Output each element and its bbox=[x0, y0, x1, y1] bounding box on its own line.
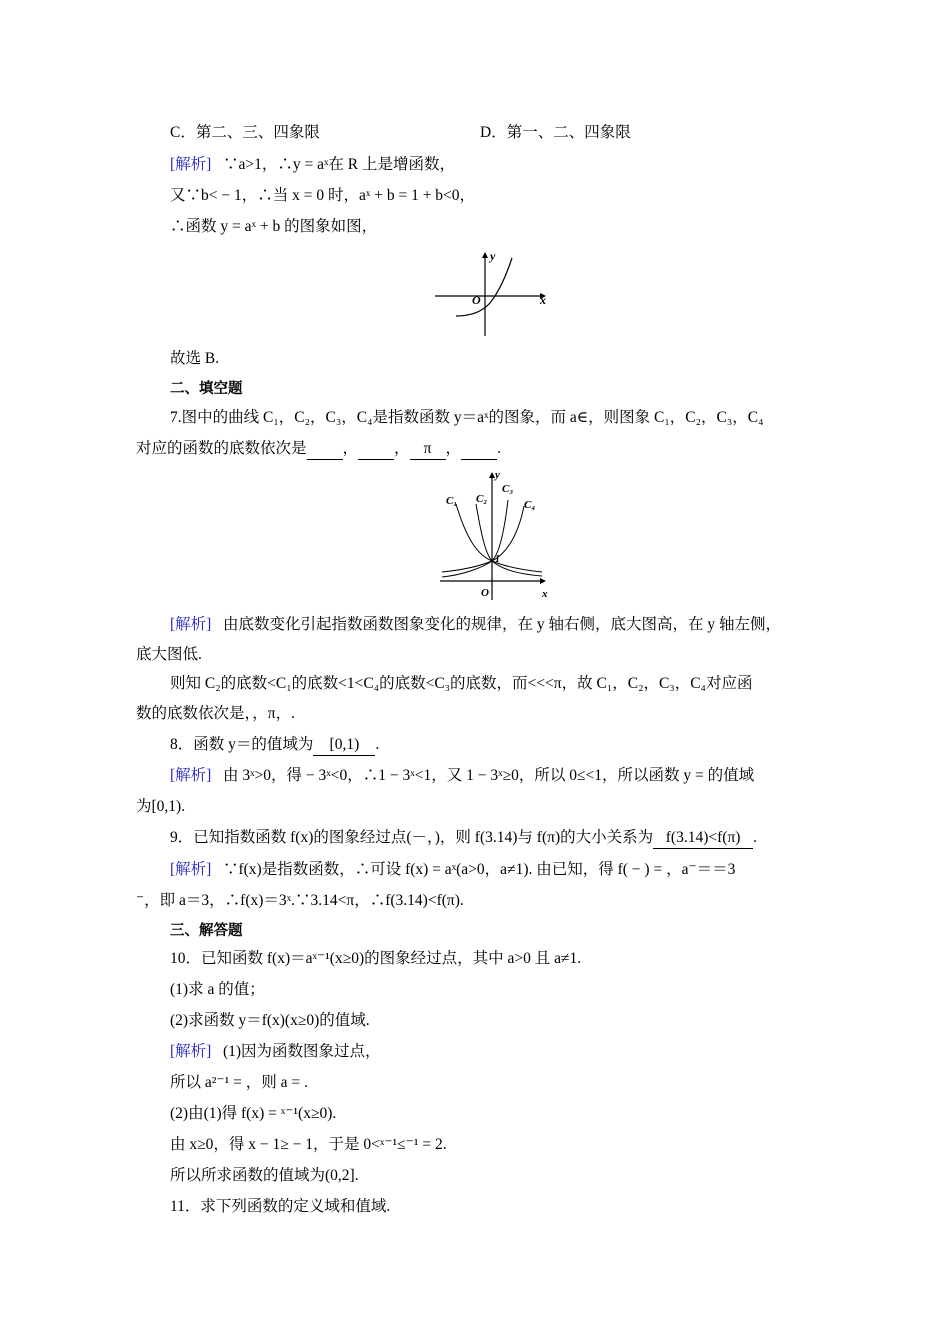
question-8-text: 8．函数 y＝的值域为 bbox=[170, 736, 314, 753]
question-9-answer: f(3.14)<f(π) bbox=[653, 828, 753, 849]
fig2-one-label: 1 bbox=[495, 554, 500, 565]
question-7-line-2: 对应的函数的底数依次是 ， ， π ， . bbox=[136, 439, 501, 460]
solution-10-line-1 bbox=[170, 1042, 381, 1062]
solution-6-line-2: 又∵b< − 1，∴当 x = 0 时，aˣ + b = 1 + b<0， bbox=[170, 187, 476, 204]
solution-8-text-1: 由 3ˣ>0，得 − 3ˣ<0，∴1 − 3ˣ<1，又 1 − 3ˣ≥0，所以 0≤<1，所以函数 y = 的值域 bbox=[222, 767, 755, 784]
question-7-suffix: . bbox=[497, 440, 501, 457]
section-solve-title: 三、解答题 bbox=[170, 923, 243, 939]
question-7-line-1: 7.图中的曲线 C₁，C₂，C₃，C₄是指数函数 y＝aˣ的图象，而 a∈，则图象 C₁，C₂，C₃，C₄ bbox=[170, 409, 764, 426]
solution-6-line-3: ∴函数 y = aˣ + b 的图象如图， bbox=[170, 218, 378, 235]
solution-7-line-3: 则知 C₂的底数<C₁的底数<1<C₄的底数<C₃的底数，而<<<π，故 C₁，C₂，C₃，C₄对应函 bbox=[170, 675, 753, 692]
solution-10-line-2: 所以 a²⁻¹ = ，则 a = . bbox=[170, 1074, 308, 1091]
analysis-tag: [解析] bbox=[170, 861, 212, 878]
solution-7-text-1: 由底数变化引起指数函数图象变化的规律，在 y 轴右侧，底大图高，在 y 轴左侧， bbox=[222, 616, 781, 633]
fig2-y-label: y bbox=[495, 469, 500, 481]
exponential-graph-figure bbox=[430, 248, 555, 338]
question-11: 11．求下列函数的定义域和值域. bbox=[170, 1198, 391, 1215]
analysis-tag: [解析] bbox=[170, 156, 212, 173]
solution-9-line-1 bbox=[170, 860, 735, 880]
solution-10-line-4: 由 x≥0，得 x − 1≥ − 1，于是 0<ˣ⁻¹≤⁻¹ = 2. bbox=[170, 1136, 447, 1153]
curve-c4-label: C₄ bbox=[524, 499, 536, 511]
question-9 bbox=[170, 828, 757, 849]
question-10-line-1: 10．已知函数 f(x)＝aˣ⁻¹(x≥0)的图象经过点，其中 a>0 且 a≠1. bbox=[170, 950, 582, 967]
solution-10-line-5: 所以所求函数的值域为(0,2]. bbox=[170, 1167, 359, 1184]
answer-blank-3: π bbox=[410, 439, 446, 460]
question-10-part-1: (1)求 a 的值； bbox=[170, 981, 265, 998]
answer-blank-1 bbox=[307, 439, 343, 460]
fig1-x-label: x bbox=[540, 293, 546, 307]
solution-9-text-1: ∵f(x)是指数函数，∴可设 f(x) = aˣ(a>0，a≠1). 由已知，得 f( − ) = ，a⁻＝＝3 bbox=[222, 861, 736, 878]
question-9-suffix: . bbox=[753, 829, 757, 846]
question-7-prefix: 对应的函数的底数依次是 bbox=[136, 440, 307, 457]
fig2-x-label: x bbox=[542, 588, 548, 600]
question-8-answer: [0,1) bbox=[313, 735, 375, 756]
curve-c2-label: C₂ bbox=[476, 493, 488, 505]
question-8 bbox=[170, 735, 379, 756]
solution-6-line-1 bbox=[170, 155, 455, 175]
fig1-origin-label: O bbox=[472, 293, 481, 307]
solution-8-line-1 bbox=[170, 766, 754, 786]
analysis-tag: [解析] bbox=[170, 616, 212, 633]
solution-10-line-3: (2)由(1)得 f(x) = ˣ⁻¹(x≥0). bbox=[170, 1105, 337, 1122]
solution-9-line-2: ⁻，即 a＝3，∴f(x)＝3ˣ.∵3.14<π，∴f(3.14)<f(π). bbox=[136, 892, 464, 909]
solution-7-line-4: 数的底数依次是，，π，. bbox=[136, 705, 295, 722]
solution-8-line-2: 为[0,1). bbox=[136, 798, 186, 815]
question-8-suffix: . bbox=[375, 736, 380, 753]
curve-c1-label: C₁ bbox=[446, 495, 458, 507]
option-d: D．第一、二、四象限 bbox=[480, 124, 631, 141]
section-fill-in-title: 二、填空题 bbox=[170, 381, 243, 397]
curve-c3-label: C₃ bbox=[502, 483, 514, 495]
analysis-tag: [解析] bbox=[170, 1043, 212, 1060]
question-9-text: 9．已知指数函数 f(x)的图象经过点(－，)，则 f(3.14)与 f(π)的大小关系为 bbox=[170, 829, 654, 846]
answer-blank-4 bbox=[461, 439, 497, 460]
solution-7-line-2: 底大图低. bbox=[136, 646, 202, 663]
fig2-origin-label: O bbox=[481, 587, 489, 599]
solution-6-conclusion: 故选 B. bbox=[170, 350, 220, 367]
solution-6-text-1: ∵a>1，∴y = aˣ在 R 上是增函数， bbox=[222, 156, 456, 173]
four-exponential-curves-figure bbox=[432, 464, 552, 604]
fig1-y-label: y bbox=[490, 249, 496, 263]
question-10-part-2: (2)求函数 y＝f(x)(x≥0)的值域. bbox=[170, 1012, 370, 1029]
analysis-tag: [解析] bbox=[170, 767, 212, 784]
answer-blank-2 bbox=[358, 439, 394, 460]
solution-10-text-1: (1)因为函数图象过点， bbox=[222, 1043, 381, 1060]
solution-7-line-1 bbox=[170, 615, 781, 635]
option-c: C．第二、三、四象限 bbox=[170, 124, 320, 141]
